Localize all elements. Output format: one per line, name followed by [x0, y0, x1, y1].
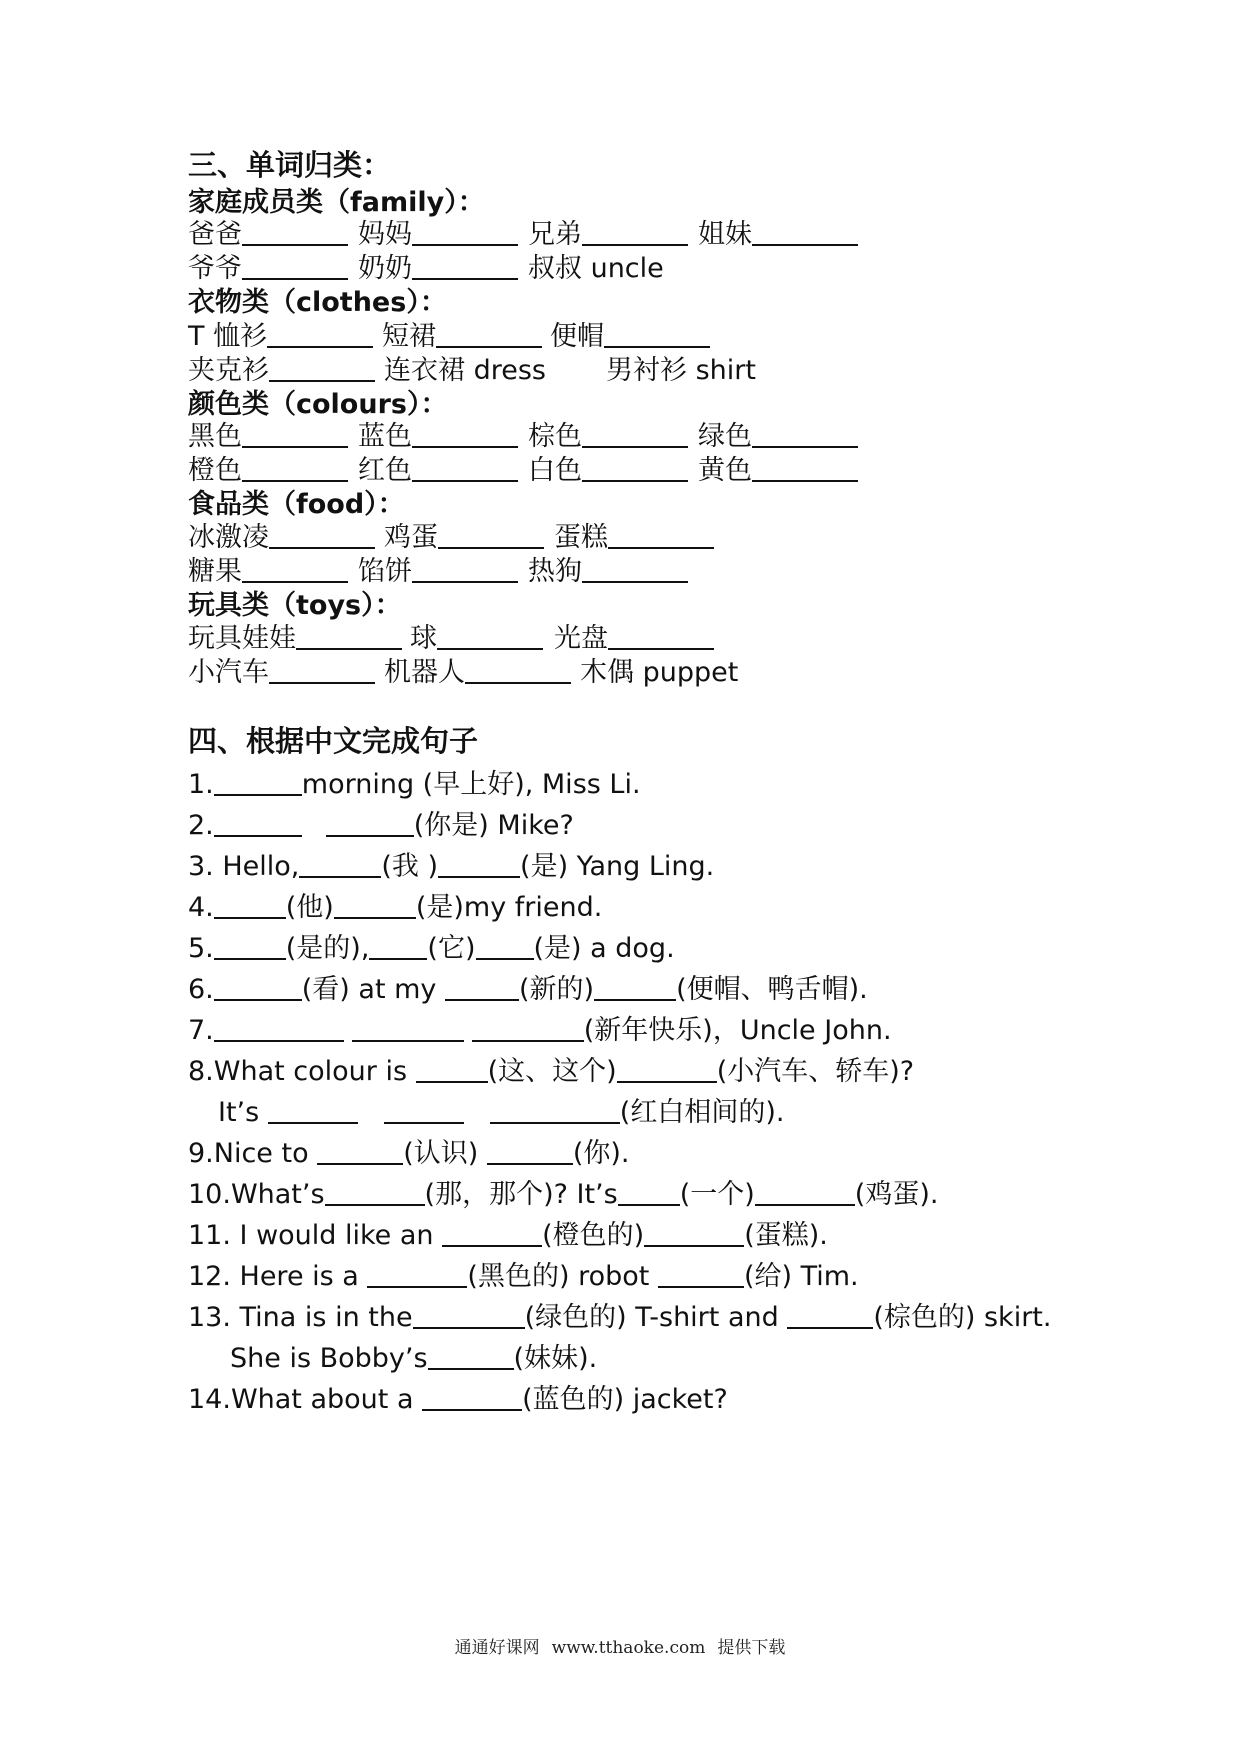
- answer-blank: [367, 1286, 467, 1288]
- answer-blank: [608, 547, 714, 549]
- word-label: 短裙: [382, 321, 436, 352]
- sentence-text: 9.Nice to: [188, 1138, 318, 1169]
- answer-blank: [582, 581, 688, 583]
- answer-blank: [242, 278, 348, 280]
- word-label: 黑色: [188, 421, 242, 452]
- word-label: 木偶 puppet: [580, 657, 739, 688]
- footer-site-name: 通通好课网: [454, 1638, 540, 1658]
- word-label: 蛋糕: [554, 522, 608, 553]
- answer-blank: [269, 682, 375, 684]
- answer-blank: [325, 1204, 425, 1206]
- word-label: 兄弟: [528, 219, 582, 250]
- sentence-text: 1.: [188, 769, 214, 800]
- word-label: 光盘: [554, 623, 608, 654]
- sentence-13: [188, 1301, 1051, 1337]
- sentence-text: (你).: [572, 1138, 630, 1169]
- family-heading: 家庭成员类（family）：: [188, 187, 485, 218]
- sentence-text: (一个): [679, 1179, 755, 1210]
- answer-blank: [472, 1040, 584, 1042]
- answer-blank: [487, 1163, 573, 1165]
- clothes-heading: 衣物类（clothes）：: [188, 287, 447, 318]
- answer-blank: [412, 278, 518, 280]
- answer-blank: [752, 446, 858, 448]
- sentence-12: [188, 1260, 859, 1296]
- answer-blank: [752, 244, 858, 246]
- sentence-text: (是) Yang Ling.: [520, 851, 715, 882]
- answer-blank: [582, 480, 688, 482]
- answer-blank: [476, 958, 534, 960]
- toys-heading: 玩具类（toys）：: [188, 590, 402, 621]
- sentence-text: (小汽车、轿车)?: [716, 1056, 915, 1087]
- sentence-text: (认识): [403, 1138, 487, 1169]
- sentence-13-continued: [230, 1342, 597, 1378]
- sentence-6: [188, 973, 868, 1009]
- sentence-text: 14.What about a: [188, 1384, 423, 1415]
- answer-blank: [352, 1040, 464, 1042]
- sentence-text: It’s: [218, 1097, 268, 1128]
- sentence-text: 3. Hello,: [188, 851, 300, 882]
- sentence-text: (棕色的) skirt.: [873, 1302, 1052, 1333]
- sentence-text: (我 ): [381, 851, 439, 882]
- sentence-text: (给) Tim.: [743, 1261, 859, 1292]
- sentence-text: (便帽、鸭舌帽).: [676, 974, 868, 1005]
- section4-heading: 四、根据中文完成句子: [188, 724, 479, 758]
- answer-blank: [242, 446, 348, 448]
- answer-blank: [268, 1122, 358, 1124]
- food-heading: 食品类（food）：: [188, 489, 405, 520]
- answer-blank: [326, 835, 414, 837]
- sentence-text: 10.What’s: [188, 1179, 325, 1210]
- answer-blank: [465, 682, 571, 684]
- word-label: 冰激凌: [188, 522, 269, 553]
- answer-blank: [269, 547, 375, 549]
- answer-blank: [214, 794, 302, 796]
- sentence-text: (新的): [519, 974, 595, 1005]
- sentence-1: [188, 768, 641, 804]
- word-label: 妈妈: [358, 219, 412, 250]
- sentence-9: [188, 1137, 630, 1173]
- sentence-text: 8.What colour is: [188, 1056, 416, 1087]
- sentence-10: [188, 1178, 938, 1214]
- sentence-text: (他): [285, 892, 334, 923]
- sentence-14: [188, 1383, 728, 1419]
- answer-blank: [416, 1081, 488, 1083]
- section3-heading: 三、单词归类：: [188, 148, 392, 182]
- word-label: 奶奶: [358, 253, 412, 284]
- word-label: 爸爸: [188, 219, 242, 250]
- sentence-text: (是的),: [285, 933, 370, 964]
- answer-blank: [242, 244, 348, 246]
- sentence-text: (蓝色的) jacket?: [522, 1384, 728, 1415]
- word-label: 男衬衫 shirt: [606, 355, 756, 386]
- sentence-8: [188, 1055, 914, 1091]
- sentence-text: (黑色的) robot: [467, 1261, 658, 1292]
- sentence-text: (橙色的): [542, 1220, 645, 1251]
- sentence-text: (这、这个): [487, 1056, 617, 1087]
- answer-blank: [437, 648, 543, 650]
- word-label: 馅饼: [358, 556, 412, 587]
- answer-blank: [617, 1081, 717, 1083]
- answer-blank: [214, 835, 302, 837]
- answer-blank: [438, 876, 520, 878]
- answer-blank: [214, 958, 286, 960]
- word-label: 玩具娃娃: [188, 623, 296, 654]
- sentence-text: (那，那个)? It’s: [424, 1179, 618, 1210]
- sentence-text: 6.: [188, 974, 214, 1005]
- sentence-text: 7.: [188, 1015, 214, 1046]
- word-label: 爷爷: [188, 253, 242, 284]
- sentence-text: (是) a dog.: [533, 933, 675, 964]
- word-label: 橙色: [188, 455, 242, 486]
- sentence-5: [188, 932, 675, 968]
- sentence-7: [188, 1014, 892, 1050]
- answer-blank: [384, 1122, 464, 1124]
- answer-blank: [428, 1368, 514, 1370]
- answer-blank: [422, 1409, 522, 1411]
- sentence-text: (红白相间的).: [619, 1097, 785, 1128]
- sentence-3: [188, 850, 714, 886]
- answer-blank: [214, 917, 286, 919]
- answer-blank: [242, 581, 348, 583]
- answer-blank: [604, 346, 710, 348]
- sentence-text: 4.: [188, 892, 214, 923]
- answer-blank: [755, 1204, 855, 1206]
- answer-blank: [608, 648, 714, 650]
- word-label: 白色: [528, 455, 582, 486]
- word-label: 小汽车: [188, 657, 269, 688]
- word-label: 糖果: [188, 556, 242, 587]
- answer-blank: [334, 917, 416, 919]
- word-label: 连衣裙 dress: [384, 355, 546, 386]
- sentence-text: She is Bobby’s: [230, 1343, 428, 1374]
- answer-blank: [582, 446, 688, 448]
- word-label: 叔叔 uncle: [528, 253, 664, 284]
- sentence-text: (你是) Mike?: [413, 810, 574, 841]
- answer-blank: [412, 244, 518, 246]
- answer-blank: [445, 999, 519, 1001]
- sentence-text: (是)my friend.: [415, 892, 603, 923]
- answer-blank: [490, 1122, 620, 1124]
- sentence-text: (鸡蛋).: [854, 1179, 939, 1210]
- sentence-text: (新年快乐)，Uncle John.: [583, 1015, 892, 1046]
- sentence-2: [188, 809, 574, 845]
- page-footer: [0, 1633, 1240, 1658]
- answer-blank: [317, 1163, 403, 1165]
- footer-suffix: 提供下载: [717, 1638, 786, 1658]
- word-label: 棕色: [528, 421, 582, 452]
- answer-blank: [787, 1327, 873, 1329]
- word-label: 球: [410, 623, 437, 654]
- answer-blank: [413, 1327, 525, 1329]
- answer-blank: [269, 380, 375, 382]
- sentence-8-answer-line: [218, 1096, 784, 1132]
- answer-blank: [412, 446, 518, 448]
- sentence-text: (它): [427, 933, 476, 964]
- answer-blank: [658, 1286, 744, 1288]
- answer-blank: [644, 1245, 744, 1247]
- sentence-text: (蛋糕).: [744, 1220, 828, 1251]
- answer-blank: [412, 581, 518, 583]
- answer-blank: [752, 480, 858, 482]
- sentence-4: [188, 891, 602, 927]
- answer-blank: [296, 648, 402, 650]
- colours-heading: 颜色类（colours）：: [188, 389, 448, 420]
- sentence-text: 5.: [188, 933, 214, 964]
- answer-blank: [412, 480, 518, 482]
- word-label: 机器人: [384, 657, 465, 688]
- answer-blank: [618, 1204, 680, 1206]
- word-label: 夹克衫: [188, 355, 269, 386]
- answer-blank: [299, 876, 381, 878]
- answer-blank: [267, 346, 373, 348]
- answer-blank: [242, 480, 348, 482]
- sentence-text: 12. Here is a: [188, 1261, 368, 1292]
- sentence-11: [188, 1219, 828, 1255]
- sentence-text: 13. Tina is in the: [188, 1302, 413, 1333]
- sentence-text: 2.: [188, 810, 214, 841]
- word-label: 绿色: [698, 421, 752, 452]
- word-label: 便帽: [550, 321, 604, 352]
- word-label: 姐妹: [698, 219, 752, 250]
- sentence-text: (看) at my: [301, 974, 445, 1005]
- sentence-text: 11. I would like an: [188, 1220, 443, 1251]
- answer-blank: [214, 999, 302, 1001]
- word-label: 蓝色: [358, 421, 412, 452]
- footer-url[interactable]: www.tthaoke.com: [551, 1638, 706, 1658]
- sentence-text: (绿色的) T-shirt and: [524, 1302, 788, 1333]
- answer-blank: [436, 346, 542, 348]
- word-label: 鸡蛋: [384, 522, 438, 553]
- word-label: 热狗: [528, 556, 582, 587]
- answer-blank: [442, 1245, 542, 1247]
- word-label: 黄色: [698, 455, 752, 486]
- answer-blank: [438, 547, 544, 549]
- word-label: 红色: [358, 455, 412, 486]
- answer-blank: [582, 244, 688, 246]
- answer-blank: [369, 958, 427, 960]
- sentence-text: (妹妹).: [513, 1343, 598, 1374]
- sentence-text: morning (早上好), Miss Li.: [301, 769, 641, 800]
- answer-blank: [214, 1040, 344, 1042]
- answer-blank: [594, 999, 676, 1001]
- word-label: T 恤衫: [188, 321, 268, 352]
